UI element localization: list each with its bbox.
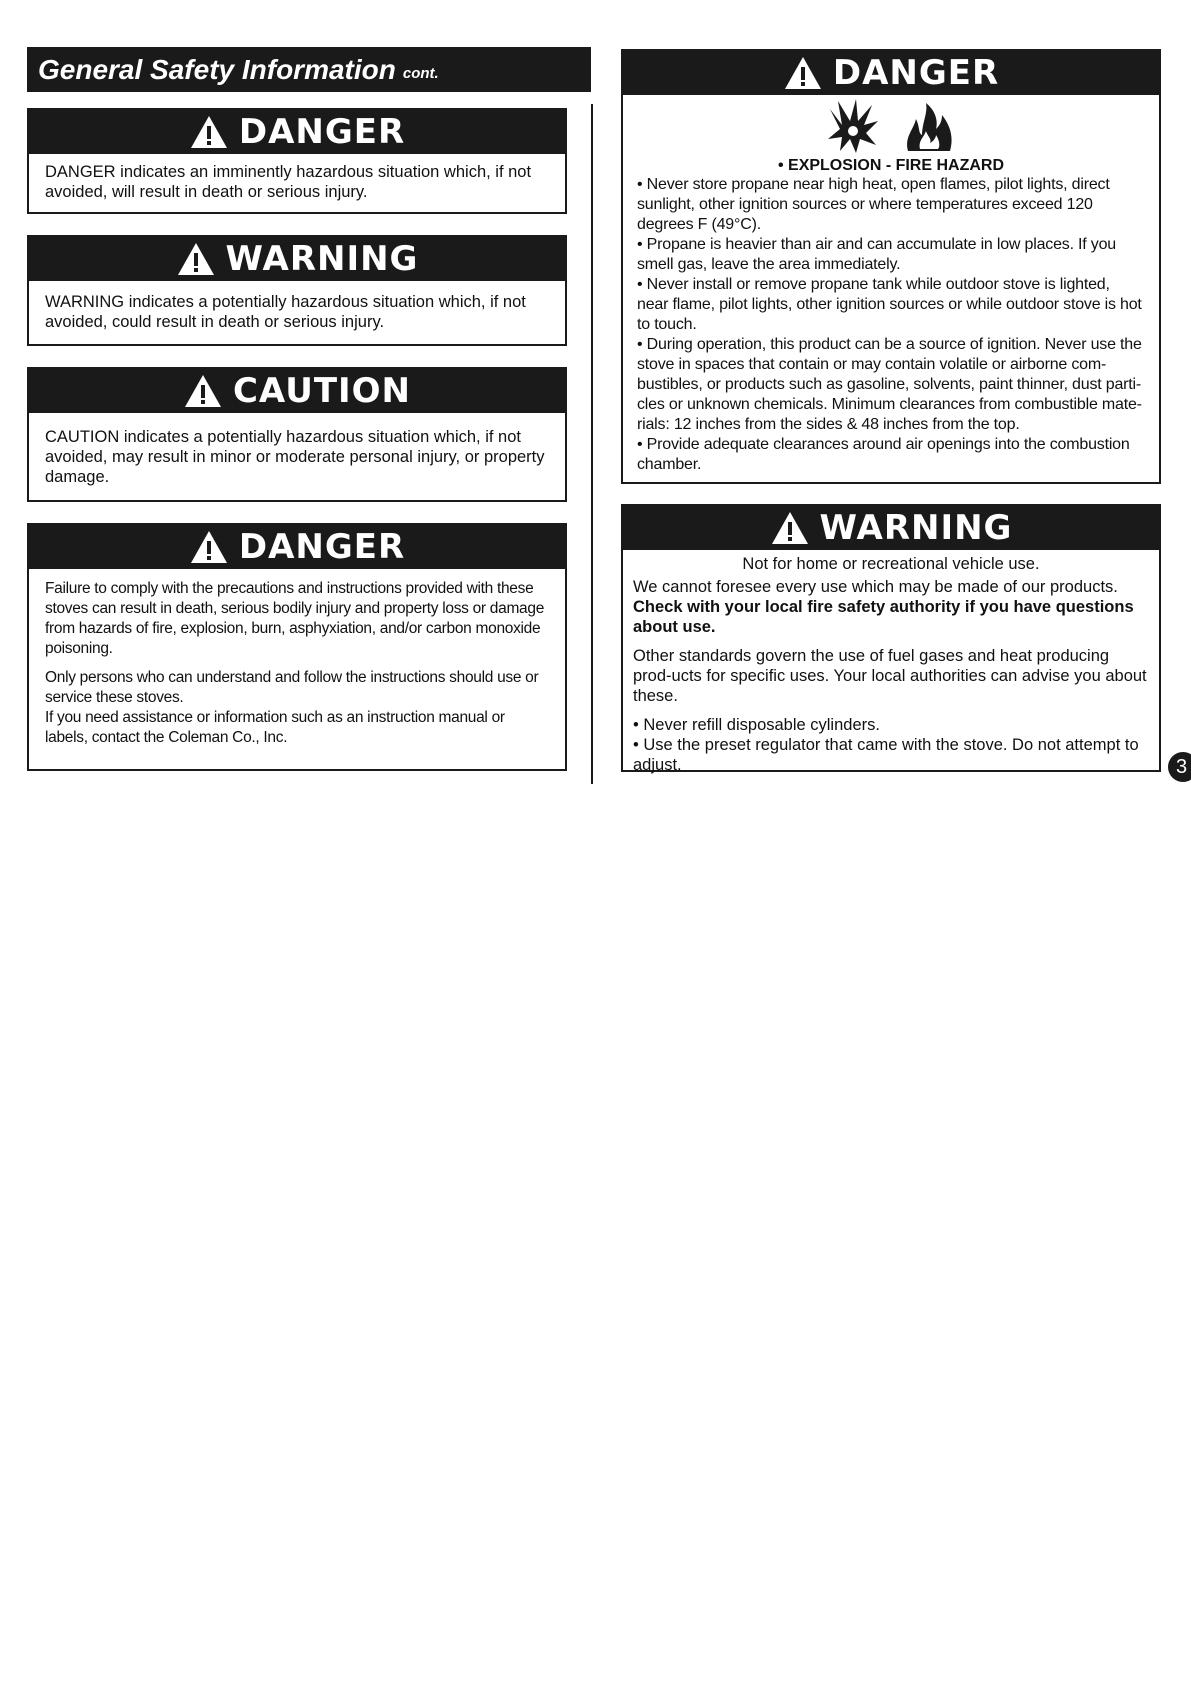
danger-bar — [29, 110, 565, 154]
danger-definition-box — [27, 108, 567, 214]
warning-definition-box — [27, 235, 567, 346]
page-number: 3 — [1168, 752, 1191, 782]
warning-use-box — [621, 504, 1161, 772]
warning-triangle-icon — [176, 241, 216, 277]
danger-definition-paragraph: DANGER indicates an imminently hazardous situation which, if not avoided, will result in death or serious injury. — [45, 163, 532, 201]
warning-use-bullet1: • Never refill disposable cylinders. — [633, 716, 880, 734]
danger-general-text — [29, 569, 565, 756]
warning-definition-text — [29, 281, 565, 340]
danger-general-box — [27, 523, 567, 771]
warning-triangle-icon — [770, 510, 810, 546]
warning-triangle-icon — [183, 373, 223, 409]
caution-bar — [29, 369, 565, 413]
column-divider — [591, 104, 593, 784]
section-title: General Safety Information — [38, 53, 396, 85]
caution-label: CAUTION — [232, 371, 412, 411]
fire-icon — [902, 99, 956, 155]
caution-definition-text — [29, 413, 565, 495]
warning-triangle-icon — [189, 114, 229, 150]
danger-bar — [623, 51, 1159, 95]
caution-definition-paragraph: CAUTION indicates a potentially hazardous situation which, if not avoided, may result in minor or moderate personal injury, or property damage. — [45, 428, 545, 486]
fire-item-2: • Propane is heavier than air and can accumulate in low places. If you smell gas, leave the area immediately. — [637, 236, 1116, 273]
danger-label: DANGER — [238, 527, 406, 567]
warning-use-line2-bold: Check with your local fire safety authority if you have questions about use. — [633, 598, 1134, 636]
warning-label: WARNING — [225, 239, 419, 279]
warning-use-text — [623, 550, 1159, 779]
warning-use-bullet2: • Use the preset regulator that came with the stove. Do not attempt to adjust. — [633, 736, 1139, 774]
warning-use-line1: Not for home or recreational vehicle use. — [742, 555, 1040, 573]
hazard-icons — [623, 99, 1159, 157]
explosion-icon — [826, 99, 880, 155]
section-cont: cont. — [402, 65, 439, 82]
danger-label: DANGER — [832, 53, 1000, 93]
warning-triangle-icon — [189, 529, 229, 565]
danger-general-p3: If you need assistance or information such as an instruction manual or labels, contact the Coleman Co., Inc. — [45, 709, 505, 746]
danger-fire-box — [621, 49, 1161, 484]
section-header — [27, 47, 591, 92]
fire-item-5: • Provide adequate clearances around air openings into the combustion chamber. — [637, 436, 1130, 473]
danger-general-p2: Only persons who can understand and follow the instructions should use or service these stoves. — [45, 669, 539, 706]
warning-use-line2: We cannot foresee every use which may be made of our products. — [633, 578, 1118, 596]
warning-use-line3: Other standards govern the use of fuel gases and heat producing prod-ucts for specific uses. Your local authorities can advise you about these. — [633, 647, 1147, 705]
caution-definition-box — [27, 367, 567, 502]
danger-general-p1: Failure to comply with the precautions and instructions provided with these stoves can result in death, serious bodily injury and property loss or damage from hazards of fire, explosion, burn, asphyxiation, and/or carbon monoxide poisoning. — [45, 580, 545, 657]
fire-item-1: • Never store propane near high heat, open flames, pilot lights, direct sunlight, other ignition sources or where temperatures exceed 120 degrees F (49°C). — [637, 176, 1110, 233]
danger-label: DANGER — [238, 112, 406, 152]
danger-fire-text — [623, 175, 1159, 475]
warning-bar — [623, 506, 1159, 550]
danger-bar — [29, 525, 565, 569]
warning-bar — [29, 237, 565, 281]
fire-item-3: • Never install or remove propane tank while outdoor stove is lighted, near flame, pilot lights, other ignition sources or while outdoor stove is hot to touch. — [637, 276, 1142, 333]
warning-definition-paragraph: WARNING indicates a potentially hazardous situation which, if not avoided, could result in death or serious injury. — [45, 293, 526, 331]
hazard-title: • EXPLOSION - FIRE HAZARD — [777, 157, 1005, 174]
warning-triangle-icon — [783, 55, 823, 91]
fire-item-4: • During operation, this product can be a source of ignition. Never use the stove in spaces that contain or may contain volatile or airborne com-bustibles, or products such as gasoline, solvents, paint thinner, dust parti-cles or unknown chemicals. Minimum clearances from combustible mate-rials: 12 inches from the sides & 48 inches from the top. — [637, 336, 1142, 433]
danger-definition-text — [29, 154, 565, 210]
warning-label: WARNING — [819, 508, 1013, 548]
